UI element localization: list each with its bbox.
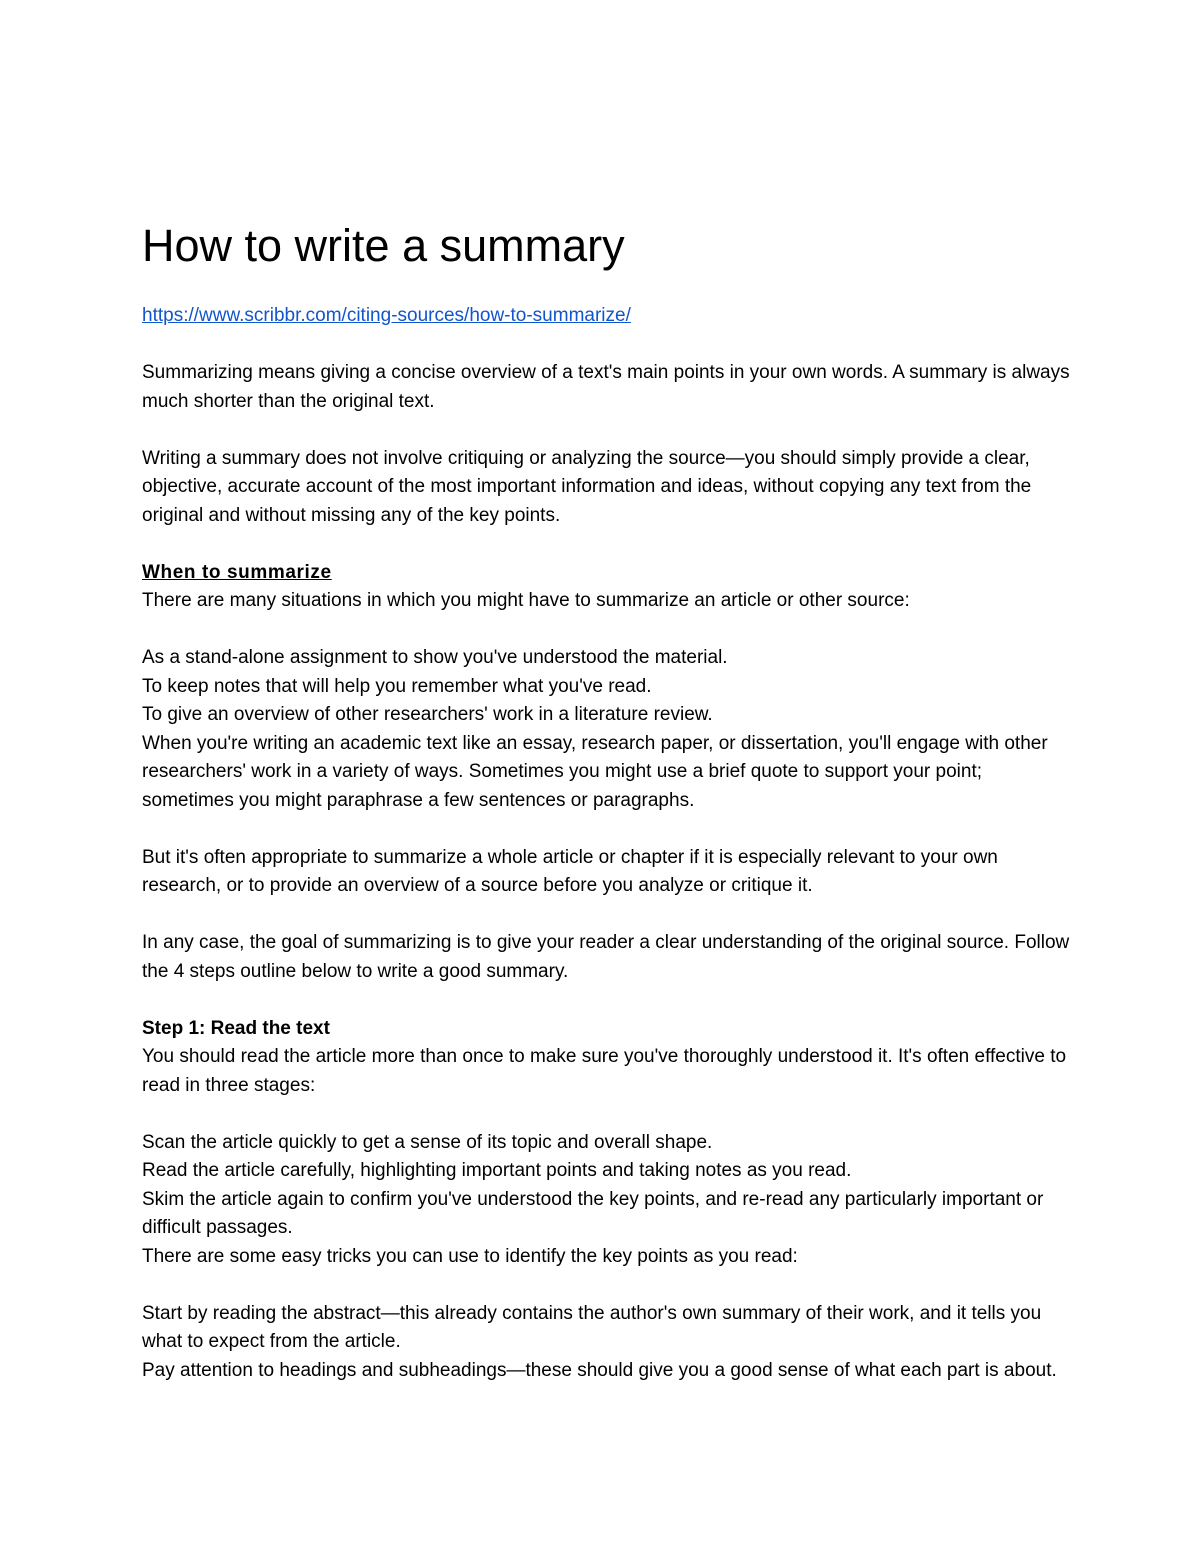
body-paragraph: But it's often appropriate to summarize a whole article or chapter if it is especially relevant to your own research, or to provide an overview of a source before you analyze or critique it. <box>142 846 998 896</box>
section-heading-when: When to summarize <box>142 561 332 583</box>
intro-paragraph: Writing a summary does not involve critiquing or analyzing the source—you should simply provide a clear, objective, accurate account of the most important information and ideas, without copying any text from the original and without missing any of the key points. <box>142 447 1032 526</box>
list-item: As a stand-alone assignment to show you've understood the material. <box>142 647 728 668</box>
list-item: Pay attention to headings and subheadings—these should give you a good sense of what each part is about. <box>142 1359 1057 1381</box>
list-item: To give an overview of other researchers' work in a literature review. <box>142 704 713 725</box>
spacer <box>142 815 1072 844</box>
spacer <box>142 616 1072 645</box>
body-paragraph: In any case, the goal of summarizing is to give your reader a clear understanding of the original source. Follow the 4 steps outline below to write a good summary. <box>142 932 1070 982</box>
page-title: How to write a summary <box>142 220 625 271</box>
spacer <box>142 1100 1072 1129</box>
intro-paragraph: Summarizing means giving a concise overview of a text's main points in your own words. A summary is always much shorter than the original text. <box>142 362 1070 412</box>
spacer <box>142 1271 1072 1300</box>
list-item: Scan the article quickly to get a sense of its topic and overall shape. <box>142 1131 713 1153</box>
list-item: Skim the article again to confirm you've understood the key points, and re-read any particularly important or difficult passages. <box>142 1188 1044 1238</box>
section-lead: There are many situations in which you might have to summarize an article or other source: <box>142 590 910 611</box>
list-item: There are some easy tricks you can use to identify the key points as you read: <box>142 1245 798 1267</box>
list-item: Read the article carefully, highlighting important points and taking notes as you read. <box>142 1160 852 1181</box>
source-link[interactable]: https://www.scribbr.com/citing-sources/how-to-summarize/ <box>142 305 631 326</box>
document-page <box>142 218 1072 1385</box>
section-heading-step1: Step 1: Read the text <box>142 1017 330 1039</box>
list-item: To keep notes that will help you remember what you've read. <box>142 675 652 697</box>
list-item: When you're writing an academic text like an essay, research paper, or dissertation, you'll engage with other researchers' work in a variety of ways. Sometimes you might use a brief quote to support your point; sometimes you might paraphrase a few sentences or paragraphs. <box>142 732 1048 811</box>
section-lead: You should read the article more than once to make sure you've thoroughly understood it. It's often effective to read in three stages: <box>142 1046 1067 1096</box>
list-item: Start by reading the abstract—this already contains the author's own summary of their work, and it tells you what to expect from the article. <box>142 1302 1042 1352</box>
